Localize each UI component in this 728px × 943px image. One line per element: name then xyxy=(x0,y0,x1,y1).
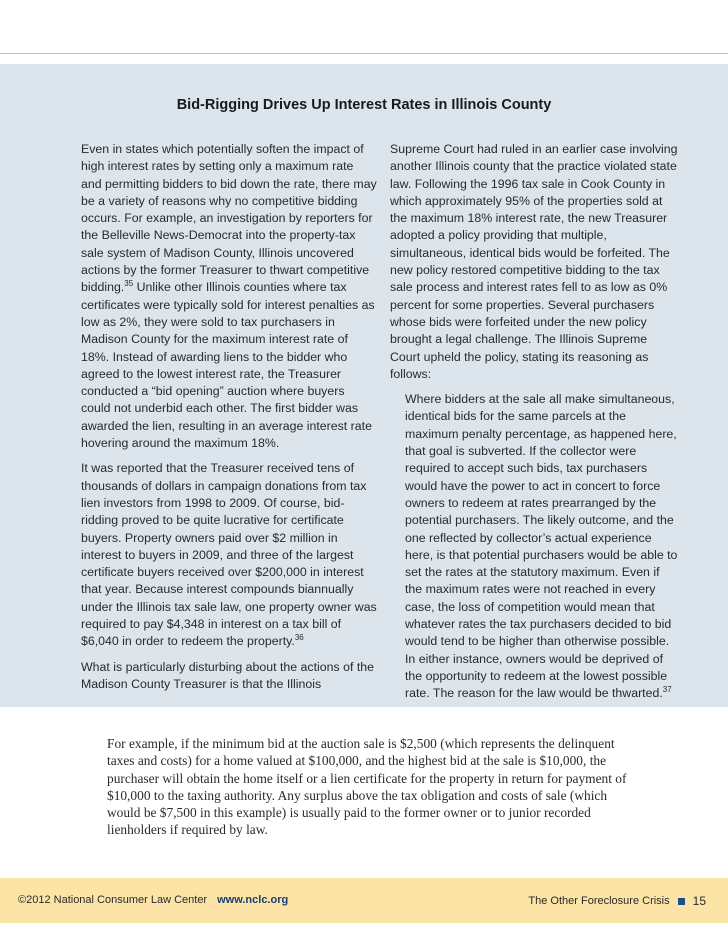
example-paragraph: For example, if the minimum bid at the auction sale is $2,500 (which represents the delinquent taxes and costs) for a home valued at $100,000, and the highest bid at the sale is $10,000, the purchaser will obtain the home itself or a lien certificate for the property in return for payment of $10,000 to the taxing authority. Any surplus above the tax obligation and costs of sale (which would be $7,500 in this example) is usually paid to the former owner or to junior recorded lienholders if required by law. xyxy=(107,736,627,838)
footnote-ref: 36 xyxy=(294,633,304,643)
report-title: The Other Foreclosure Crisis xyxy=(528,895,670,907)
footer-pagination xyxy=(528,894,706,908)
footer xyxy=(0,878,728,923)
sidebar-paragraph: Even in states which potentially soften the impact of high interest rates by setting only a maximum rate and permitting bidders to bid down the rate, there may be a variety of reasons why no competitive bidding occurs. For example, an investigation by reporters for the Belleville News-Democrat into the property-tax sale system of Madison County, Illinois uncovered actions by the former Treasurer to thwart competitive bidding.$^{35}$ Unlike other Illinois counties where tax certificates were typically sold for interest penalties as low as 2%, they were sold to tax purchasers in Madison County for the maximum interest rate of 18%. Instead of awarding liens to the bidder who agreed to the lowest interest rate, the Treasurer conducted a “bid opening” auction where buyers could not underbid each other. The first bidder was awarded the lien, resulting in an average interest rate hovering around the maximum 18%. xyxy=(81,142,377,451)
sidebar-title: Bid-Rigging Drives Up Interest Rates in Illinois County xyxy=(176,97,552,113)
sidebar-paragraph: What is particularly disturbing about the actions of the Madison County Treasurer is that the Illinois xyxy=(81,659,374,691)
top-divider xyxy=(0,53,728,54)
page-number: 15 xyxy=(692,894,706,908)
footnote-ref: 35 xyxy=(124,279,134,289)
sidebar-left-column xyxy=(81,141,377,693)
copyright-text: ©2012 National Consumer Law Center xyxy=(18,894,208,906)
square-bullet-icon xyxy=(678,898,685,905)
sidebar-right-column xyxy=(390,141,680,703)
sidebar-paragraph: Supreme Court had ruled in an earlier case involving another Illinois county that the practice violated state law. Following the 1996 tax sale in Cook County in which approximately 95% of the properties sold at the maximum 18% interest rate, the new Treasurer adopted a policy providing that multiple, simultaneous, identical bids would be forfeited. The new policy restored competitive bidding to the tax sale process and interest rates fell to as low as 0% percent for some properties. Several purchasers whose bids were forfeited under the new policy brought a legal challenge. The Illinois Supreme Court upheld the policy, stating its reasoning as follows: xyxy=(390,142,678,381)
footer-credit xyxy=(18,894,288,906)
court-quote: Where bidders at the sale all make simultaneous, identical bids for the same parcels at the maximum penalty percentage, as happened here, that goal is subverted. If the collector were required to accept such bids, tax purchasers would have the power to act in concert to force owners to redeem at rates prearranged by the potential purchasers. The likely outcome, and the one reflected by collector’s actual experience here, is that potential purchasers would be able to set the rates at the statutory maximum. Even if the maximum rates were not reached in every case, the loss of competition would mean that whatever rates the tax purchasers decided to bid would tend to be higher than otherwise possible. In either instance, owners would be deprived of the opportunity to redeem at the lowest possible rate. The reason for the law would be thwarted.$^{37}$ xyxy=(405,392,678,701)
sidebar-paragraph: It was reported that the Treasurer received tens of thousands of dollars in campaign donations from tax lien investors from 1998 to 2009. Of course, bid-ridding proved to be quite lucrative for certificate buyers. Property owners paid over $2 million in interest to buyers in 2009, and three of the largest certificate buyers received over $200,000 in interest that year. Because interest compounds biannually under the Illinois tax sale law, one property owner was required to pay $4,348 in interest on a tax bill of $6,040 in order to redeem the property.$^{36}$ xyxy=(81,461,377,649)
footnote-ref: 37 xyxy=(662,685,672,695)
website-link[interactable]: www.nclc.org xyxy=(217,894,289,906)
